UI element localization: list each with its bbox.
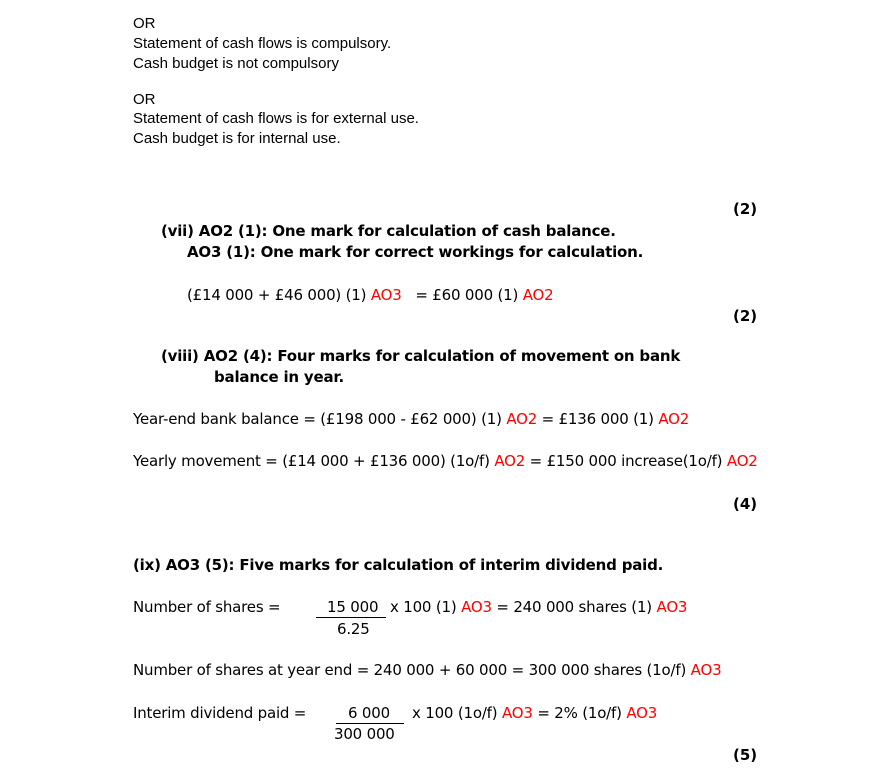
dividend-label: Interim dividend paid = bbox=[133, 704, 307, 722]
vii-calc-result: = £60 000 (1) bbox=[415, 286, 519, 304]
ao-tag: AO3 bbox=[626, 704, 658, 722]
vii-calc-part: (£14 000 + £46 000) (1) bbox=[187, 286, 367, 304]
cash-budget-not-compulsory-text: Cash budget is not compulsory bbox=[133, 55, 339, 72]
mark-allocation: (2) bbox=[733, 307, 758, 325]
ao-tag: AO2 bbox=[658, 410, 690, 428]
ao-tag: AO3 bbox=[656, 598, 688, 616]
fraction-line bbox=[336, 723, 404, 724]
vii-heading: (vii) AO2 (1): One mark for calculation of cash balance. bbox=[161, 222, 616, 240]
mark-allocation: (5) bbox=[733, 746, 758, 764]
ao-tag: AO3 bbox=[461, 598, 492, 616]
vii-heading-ao3: AO3 (1): One mark for correct workings for calculation. bbox=[187, 243, 644, 261]
shares-calculation bbox=[390, 598, 687, 616]
shares-denominator: 6.25 bbox=[337, 620, 370, 638]
yearly-movement-line bbox=[133, 452, 758, 470]
shares-label: Number of shares = bbox=[133, 598, 281, 616]
ao-tag: AO2 bbox=[506, 410, 538, 428]
vii-calculation bbox=[187, 286, 553, 304]
cashflow-compulsory-text: Statement of cash flows is compulsory. bbox=[133, 35, 392, 52]
year-end-bank-balance-line bbox=[133, 410, 689, 428]
ix-heading: (ix) AO3 (5): Five marks for calculation of interim dividend paid. bbox=[133, 556, 664, 574]
calc-text: Number of shares at year end = 240 000 + 60 000 = 300 000 shares (1o/f) bbox=[133, 661, 687, 679]
or-label: OR bbox=[133, 15, 156, 32]
shares-numerator: 15 000 bbox=[327, 598, 379, 616]
shares-year-end-line bbox=[133, 661, 721, 679]
mark-allocation: (2) bbox=[733, 200, 758, 218]
calc-text: x 100 (1o/f) bbox=[412, 704, 498, 722]
calc-result: = £136 000 (1) bbox=[541, 410, 654, 428]
dividend-numerator: 6 000 bbox=[348, 704, 390, 722]
ao-tag: AO3 bbox=[690, 661, 722, 679]
cashflow-external-text: Statement of cash flows is for external use. bbox=[133, 110, 419, 127]
ao-tag: AO3 bbox=[501, 704, 533, 722]
calc-result: = £150 000 increase(1o/f) bbox=[529, 452, 723, 470]
viii-heading-cont: balance in year. bbox=[214, 368, 344, 386]
calc-text: Year-end bank balance = (£198 000 - £62 000) (1) bbox=[133, 410, 502, 428]
calc-text: Yearly movement = (£14 000 + £136 000) (1o/f) bbox=[133, 452, 490, 470]
dividend-calculation bbox=[412, 704, 657, 722]
mark-allocation: (4) bbox=[733, 495, 758, 513]
viii-heading: (viii) AO2 (4): Four marks for calculation of movement on bank bbox=[161, 347, 681, 365]
or-label: OR bbox=[133, 91, 156, 108]
ao-tag: AO2 bbox=[494, 452, 526, 470]
ao-tag: AO2 bbox=[726, 452, 758, 470]
cash-budget-internal-text: Cash budget is for internal use. bbox=[133, 130, 341, 147]
calc-result: = 2% (1o/f) bbox=[537, 704, 622, 722]
fraction-line bbox=[316, 617, 386, 618]
calc-result: = 240 000 shares (1) bbox=[496, 598, 652, 616]
ao-tag: AO3 bbox=[370, 286, 402, 304]
calc-text: x 100 (1) bbox=[390, 598, 457, 616]
dividend-denominator: 300 000 bbox=[334, 725, 395, 743]
ao-tag: AO2 bbox=[522, 286, 554, 304]
